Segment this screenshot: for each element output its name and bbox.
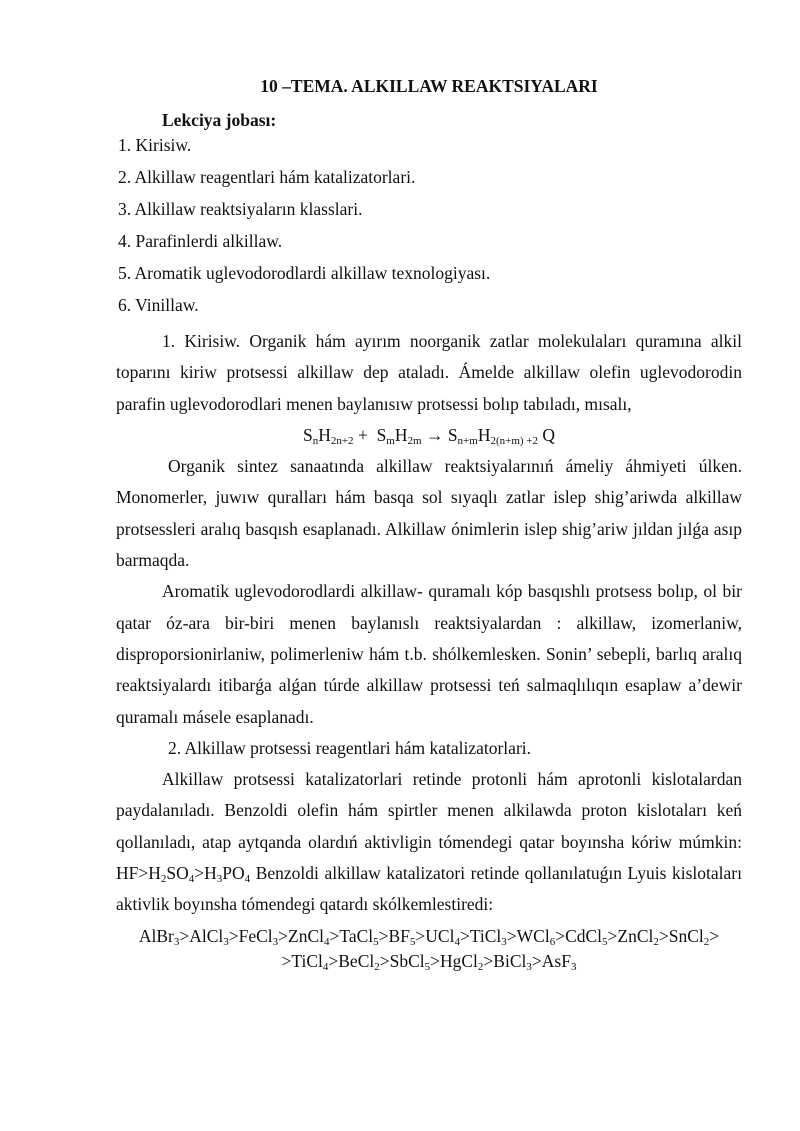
formula-subscript: 3 bbox=[526, 960, 532, 973]
formula-text: >SbCl bbox=[379, 950, 425, 971]
formula-subscript: 3 bbox=[173, 935, 180, 948]
paragraph-organic-synthesis: Organik sintez sanaatında alkillaw reaktsiyalarınıń ámeliy áhmiyeti úlken. Monomerler, juwıw quralları hám basqa sol sıyaqlı zatlar islep shig’ariwda alkillaw protsessleri aralıq basqısh esaplanadı. Alkillaw ónimlerin islep shig’ariw jıldan jılǵa asıp barmaqda. bbox=[116, 456, 742, 571]
plan-item: 6. Vinillaw. bbox=[118, 295, 199, 315]
formula-subscript: 4 bbox=[323, 935, 330, 948]
formula-text: AlBr bbox=[138, 925, 174, 946]
formula-subscript: 5 bbox=[602, 935, 608, 948]
formula-text: >TiCl bbox=[281, 950, 323, 971]
formula-subscript: 3 bbox=[570, 960, 577, 973]
paragraph-introduction: 1. Kirisiw. Organik hám ayırım noorganik zatlar molekulaları quramına alkil toparını kiriw protsessi alkillaw dep ataladı. Ámelde alkillaw olefin uglevodorodin parafin uglevodorodlari menen baylanısıw protsessi bolıp tabıladı, mısalı, bbox=[116, 331, 742, 414]
formula-subscript: 3 bbox=[223, 935, 229, 948]
formula-subscript: 4 bbox=[322, 960, 329, 973]
lewis-series-line bbox=[139, 926, 719, 946]
formula-text: >TiCl bbox=[459, 925, 502, 946]
page-title: 10 –TEMA. ALKILLAW REAKTSIYALARI bbox=[260, 76, 598, 96]
plan-item: 4. Parafinlerdi alkillaw. bbox=[118, 231, 283, 251]
formula-text: >TaCl bbox=[329, 925, 374, 946]
formula-subscript: 2 bbox=[477, 960, 484, 973]
formula-subscript: 5 bbox=[373, 935, 379, 948]
formula-text: >CdCl bbox=[555, 925, 603, 946]
formula-text: > bbox=[709, 925, 720, 946]
formula-text: >WCl bbox=[506, 925, 550, 946]
formula-text: >BiCl bbox=[483, 950, 527, 971]
formula-text: >HgCl bbox=[430, 950, 478, 971]
alkylation-formula: $S_nH_{2n+2} + S_mH_{2m} \to S_{n+m}H_{2(n+m) +2}$ Q bbox=[302, 424, 556, 447]
formula-subscript: 2 bbox=[653, 935, 659, 948]
document-body bbox=[116, 326, 742, 974]
lewis-series-line bbox=[282, 951, 577, 971]
section-heading-reagents: 2. Alkillaw protsessi reagentlari hám katalizatorlari. bbox=[168, 737, 532, 758]
formula-text: >ZnCl bbox=[607, 925, 654, 946]
formula-text: >AsF bbox=[531, 950, 571, 971]
formula-text: >ZnCl bbox=[278, 925, 324, 946]
plan-item: 1. Kirisiw. bbox=[118, 135, 192, 155]
formula-subscript: 2 bbox=[703, 935, 710, 948]
paragraph-aromatic-alkylation: Aromatik uglevodorodlardi alkillaw- quramalı kóp basqıshlı protsess bolıp, ol bir qatar óz-ara bir-biri menen baylanıslı reaktsiyalardan : alkillaw, izomerlaniw, disproporsionirlaniw, polimerleniw hám t.b. shólkemlesken. Sonin’ sebepli, barlıq aralıq reaktsiyalardı itibarǵa alǵan túrde alkillaw protsessi teń salmaqlılıqın esaplaw a’dewir quramalı másele esaplanadı. bbox=[116, 581, 742, 727]
lecture-plan-heading: Lekciya jobası: bbox=[162, 110, 277, 130]
formula-text: >BeCl bbox=[328, 950, 375, 971]
formula-text: >UCl bbox=[415, 925, 455, 946]
formula-subscript: 3 bbox=[501, 935, 507, 948]
formula-subscript: 5 bbox=[409, 935, 416, 948]
formula-subscript: 4 bbox=[454, 935, 460, 948]
lewis-acid-series bbox=[116, 924, 742, 974]
formula-text: >BF bbox=[378, 925, 410, 946]
plan-item: 3. Alkillaw reaktsiyaların klasslari. bbox=[118, 199, 363, 219]
lecture-plan-list bbox=[118, 135, 490, 327]
formula-subscript: 5 bbox=[424, 960, 431, 973]
formula-subscript: 2 bbox=[374, 960, 380, 973]
formula-text: >SnCl bbox=[658, 925, 704, 946]
paragraph-catalysts: Alkillaw protsessi katalizatorlari retinde protonli hám aprotonli kislotalardan paydalanıladı. Benzoldi olefin hám spirtler menen alkilawda proton kislotaları keń qollanıladı, atap aytqanda olardıń aktivligin tómendegi qatar boyınsha kóriw múmkin: $HF>H_2SO_4>H_3PO_4$ Benzoldi alkillaw katalizatori retinde qollanılatuǵın Lyuis kislotaları aktivlik boyınsha tómendegi qatardı skólkemlestiredi: bbox=[116, 769, 742, 915]
formula-subscript: 3 bbox=[272, 935, 279, 948]
formula-subscript: 6 bbox=[549, 935, 556, 948]
plan-item: 2. Alkillaw reagentlari hám katalizatorlari. bbox=[118, 167, 416, 187]
formula-text: >AlCl bbox=[179, 925, 224, 946]
plan-item: 5. Aromatik uglevodorodlardi alkillaw texnologiyası. bbox=[118, 263, 491, 283]
formula-text: >FeCl bbox=[228, 925, 273, 946]
